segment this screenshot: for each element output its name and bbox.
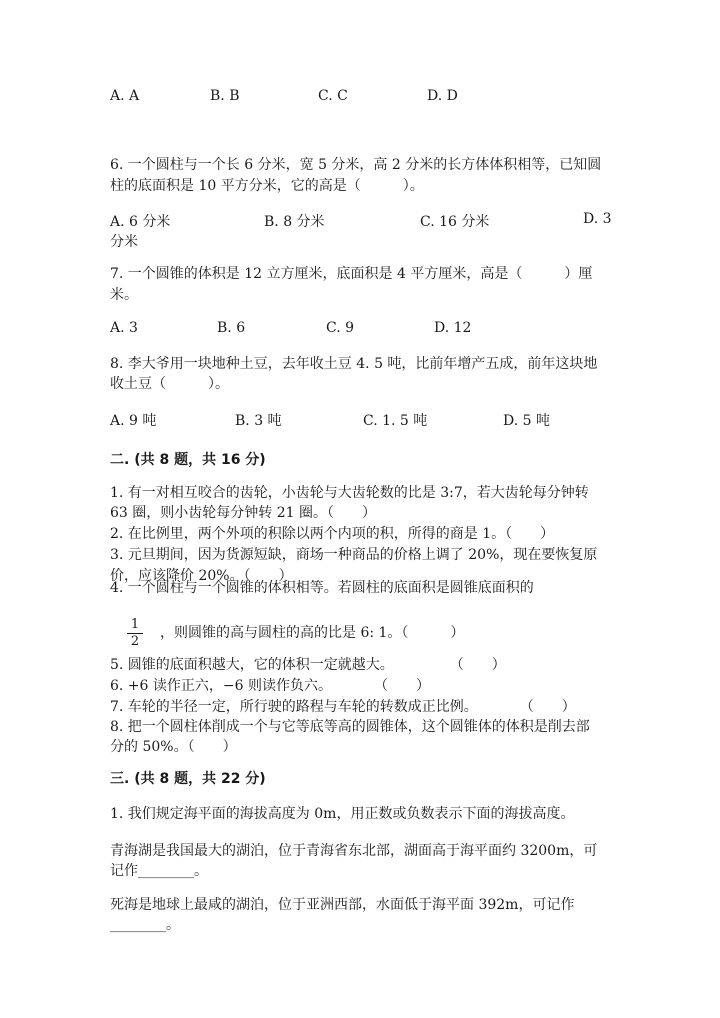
s3-q1-para2-line1: 死海是地球上最咸的湖泊，位于亚洲西部，水面低于海平面 392m，可记作 — [110, 897, 575, 913]
q6-text-line1: 6. 一个圆柱与一个长 6 分米，宽 5 分米，高 2 分米的长方体体积相等，已知圆 — [110, 157, 602, 173]
s3-q1-para1-line2: 记作________。 — [110, 863, 208, 879]
s2-q1-line1: 1. 有一对相互咬合的齿轮，小齿轮与大齿轮数的比是 3:7，若大齿轮每分钟转 — [110, 485, 589, 501]
q8-option-a: A. 9 吨 — [110, 413, 157, 429]
s2-q4-fraction — [127, 618, 143, 649]
section3-heading: 三. (共 8 题，共 22 分) — [110, 771, 266, 787]
s2-q8-line2: 分的 50%。（ ） — [110, 739, 237, 755]
q8-option-c: C. 1. 5 吨 — [363, 413, 428, 429]
q7-option-c: C. 9 — [326, 320, 355, 336]
s2-q3-line1: 3. 元旦期间，因为货源短缺，商场一种商品的价格上调了 20%，现在要恢复原 — [110, 547, 598, 563]
q6-option-d-wrap: 分米 — [110, 234, 138, 250]
q5-option-a: A. A — [110, 88, 140, 104]
q5-option-c: C. C — [318, 88, 348, 104]
fraction-numerator: 1 — [127, 618, 143, 634]
q6-option-a: A. 6 分米 — [110, 214, 171, 230]
q6-option-c: C. 16 分米 — [420, 214, 490, 230]
fraction-denominator: 2 — [130, 634, 140, 649]
s3-q1-text: 1. 我们规定海平面的海拔高度为 0m，用正数或负数表示下面的海拔高度。 — [110, 806, 575, 822]
q6-option-b: B. 8 分米 — [264, 214, 325, 230]
q8-option-d: D. 5 吨 — [503, 413, 550, 429]
section2-heading: 二. (共 8 题，共 16 分) — [110, 452, 266, 468]
s2-q4-line1: 4. 一个圆柱与一个圆锥的体积相等。若圆柱的底面积是圆锥底面积的 — [110, 580, 534, 596]
s2-q7: 7. 车轮的半径一定，所行驶的路程与车轮的转数成正比例。 （ ） — [110, 699, 576, 715]
q5-option-b: B. B — [210, 88, 240, 104]
q8-text-line2: 收土豆（ ）。 — [110, 376, 229, 392]
s2-q8-line1: 8. 把一个圆柱体削成一个与它等底等高的圆锥体，这个圆锥体的体积是削去部 — [110, 719, 590, 735]
q8-text-line1: 8. 李大爷用一块地种土豆，去年收土豆 4. 5 吨，比前年增产五成，前年这块地 — [110, 356, 598, 372]
q7-option-b: B. 6 — [217, 320, 246, 336]
q6-option-d: D. 3 — [583, 211, 612, 227]
q6-text-line2: 柱的底面积是 10 平方分米，它的高是（ ）。 — [110, 178, 424, 194]
q7-text-line2: 米。 — [110, 287, 138, 303]
q7-option-a: A. 3 — [110, 320, 138, 336]
s2-q2: 2. 在比例里，两个外项的积除以两个内项的积，所得的商是 1。（ ） — [110, 526, 555, 542]
s2-q5: 5. 圆锥的底面积越大，它的体积一定就越大。 （ ） — [110, 657, 506, 673]
s2-q3-line2: 价，应该降价 20%。（ ） — [110, 568, 293, 584]
q5-option-d: D. D — [427, 88, 458, 104]
s3-q1-para1-line1: 青海湖是我国最大的湖泊，位于青海省东北部，湖面高于海平面约 3200m，可 — [110, 843, 598, 859]
s2-q4-line2: ，则圆锥的高与圆柱的高的比是 6: 1。（ ） — [160, 625, 465, 641]
s2-q1-line2: 63 圈，则小齿轮每分钟转 21 圈。（ ） — [110, 505, 376, 521]
q8-option-b: B. 3 吨 — [235, 413, 282, 429]
s3-q1-para2-line2: ________。 — [110, 917, 180, 933]
s2-q6: 6. +6 读作正六，−6 则读作负六。 （ ） — [110, 678, 430, 694]
q7-text-line1: 7. 一个圆锥的体积是 12 立方厘米，底面积是 4 平方厘米，高是（ ）厘 — [110, 266, 593, 282]
q7-option-d: D. 12 — [434, 320, 472, 336]
